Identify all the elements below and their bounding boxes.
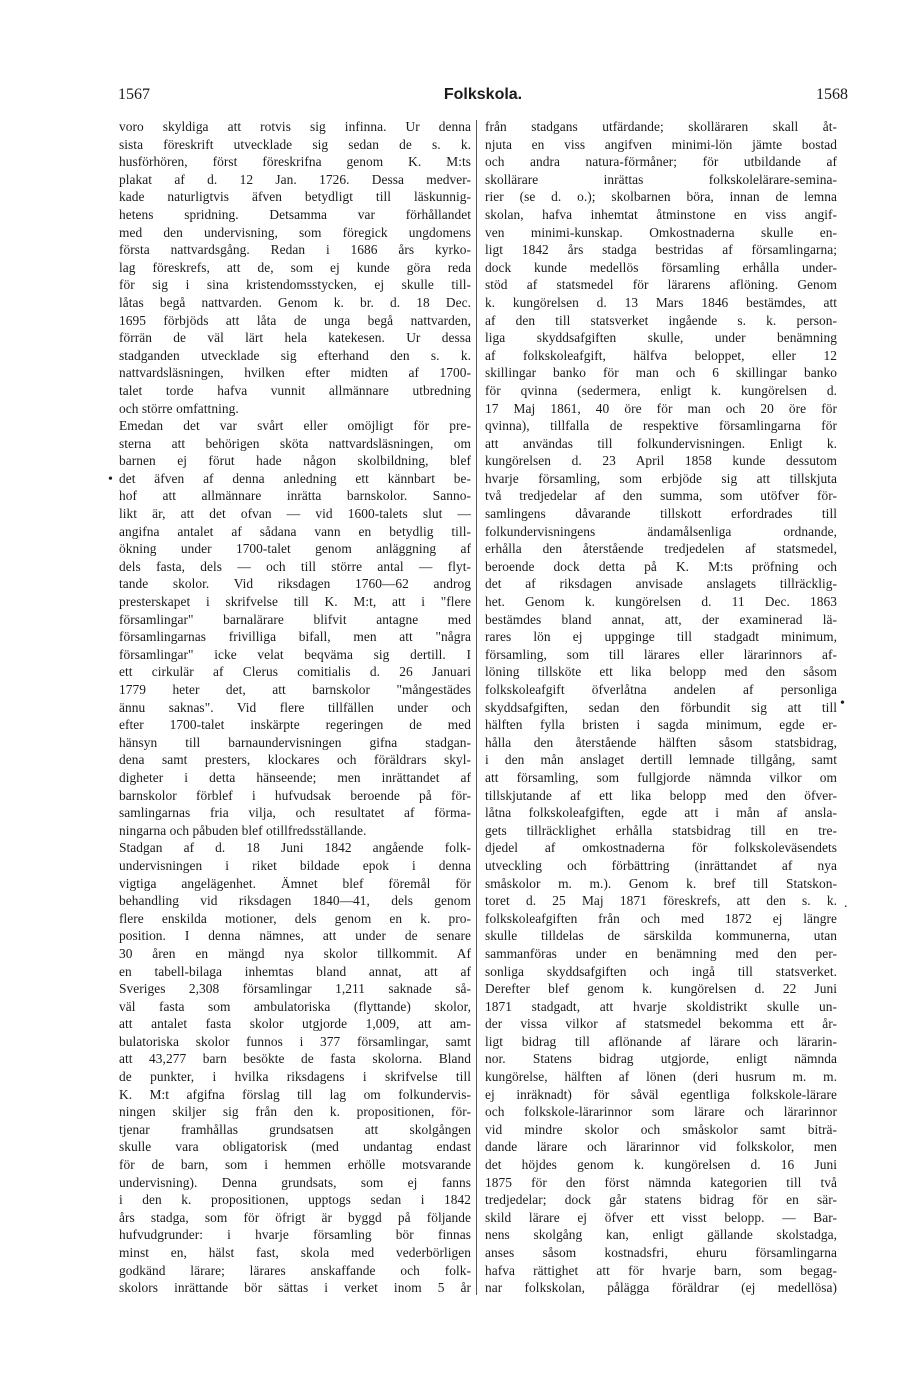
right-column-line: gets tillräcklighet erhålla statsbidrag till en tre- <box>485 822 837 838</box>
right-column-line: vid mindre skolor och småskolor samt biträ- <box>485 1121 837 1137</box>
left-column-line: digheter i detta hänseende; men inrättandet af <box>119 769 471 785</box>
left-column-line: låtas begå nattvarden. Genom k. br. d. 18 Dec. <box>119 294 471 310</box>
left-column-line: presterskapet i skrifvelse till K. M:t, att i "flere <box>119 594 471 610</box>
right-column-line: och folkskole-lärarinnor som lärare och lärarinnor <box>485 1104 837 1120</box>
right-column-line: småskolor m. m.). Genom k. bref till Statskon- <box>485 875 837 891</box>
margin-bullet-left: • <box>108 472 113 487</box>
left-column-line: tande skolor. Vid riksdagen 1760—62 androg <box>119 576 471 592</box>
right-column-line: hafva rättighet att för hvarje barn, som begag- <box>485 1262 837 1278</box>
right-column-line: tredjedelar; dock går statens bidrag för en sär- <box>485 1192 837 1208</box>
column-divider <box>476 120 477 1295</box>
right-column-line: kungörelse, hälften af lönen (deri husrum m. m. <box>485 1069 837 1085</box>
left-column-line: angifna antalet af sådana vann en betydlig till- <box>119 523 471 539</box>
left-column-line: bulatoriska skolor funnos i 377 församlingar, samt <box>119 1033 471 1049</box>
right-column-line: ven minimi-kunskap. Omkostnaderna skulle en- <box>485 224 837 240</box>
right-column-line: toret d. 25 Maj 1871 föreskrefs, att den s. k. <box>485 893 837 909</box>
right-column-line: församling, som till lärares eller lärarinnors af- <box>485 646 837 662</box>
right-column-line: nens skolgång kan, enligt gällande skolstadga, <box>485 1227 837 1243</box>
left-column-line: nattvardsläsningen, hvilken efter midten af 1700- <box>119 365 471 381</box>
right-column-line: dande lärare och lärarinnor vid folkskolor, men <box>485 1139 837 1155</box>
right-column-line: utveckling och förbättring (inrättandet af nya <box>485 857 837 873</box>
left-column-line: vigtiga angelägenhet. Ämnet blef föremål för <box>119 875 471 891</box>
right-column-line: k. kungörelsen d. 13 Mars 1846 bestämdes, att <box>485 294 837 310</box>
left-column-line: hänsyn till barnaundervisningen gifna stadgan- <box>119 734 471 750</box>
left-column-line: hof att allmännare inrätta barnskolor. Sanno- <box>119 488 471 504</box>
left-column-line: husförhören, först föreskrifna genom K. M:ts <box>119 154 471 170</box>
right-column-line: och andra natura-förmåner; för utbildande af <box>485 154 837 170</box>
right-column-line: folkskoleafgift öfverlåtna andelen af personliga <box>485 682 837 697</box>
right-column-line: kungörelsen d. 23 April 1858 kunde dessutom <box>485 453 837 469</box>
left-column-line: barnen ej förut hade någon skolbildning, blef <box>119 453 471 469</box>
right-column-line: folkundervisningens ändamålsenliga ordnande, <box>485 523 837 539</box>
left-column-line: ningarna och påbuden blef otillfredsställande. <box>119 822 367 838</box>
right-column-line: stöd af statsmedel för lärarens aflöning. Genom <box>485 277 837 293</box>
left-column-line: 30 åren en mängd nya skolor tillkommit. Af <box>119 945 471 961</box>
left-column-line: godkänd lärare; lärares anskaffande och folk- <box>119 1262 471 1278</box>
left-column-line: barnskolor förblef i hufvudsak beroende på för- <box>119 787 471 803</box>
left-column-line: i den k. propositionen, upptogs sedan i 1842 <box>119 1192 471 1208</box>
running-title: Folkskola. <box>443 86 523 103</box>
left-column-line: sterna att behörigen sköta nattvardsläsningen, om <box>119 435 471 451</box>
right-column-line: nar folkskolan, pålägga föräldrar (ej medellösa) <box>485 1280 837 1296</box>
left-column-line: års stadga, som för öfrigt är byggd på följande <box>119 1209 471 1225</box>
right-page-number: 1568 <box>816 86 848 103</box>
left-column-line: 1695 förbjöds att låta de unga begå nattvarden, <box>119 312 471 328</box>
right-column-line: hälften fylla bristen i sagda minimum, egde er- <box>485 717 837 733</box>
left-column-line: för de barn, som i hemmen erhölle motsvarande <box>119 1157 471 1173</box>
right-column-line: det af riksdagen anvisade anslagets tillräcklig- <box>485 576 837 592</box>
left-column-line: kade naturligtvis äfven betydligt till läskunnig- <box>119 189 471 205</box>
left-column-line: att 43,277 barn besökte de fasta skolorna. Bland <box>119 1051 471 1067</box>
right-column-line: skillingar banko för man och 6 skillingar banko <box>485 365 837 381</box>
left-column-line: första nattvardsgång. Redan i 1686 års kyrko- <box>119 242 471 258</box>
left-column-line: dena samt presters, klockares och föräldrars skyl- <box>119 752 471 768</box>
right-column-line: det höjdes genom k. kungörelsen d. 16 Juni <box>485 1157 837 1173</box>
left-column-line: 1779 heter det, att barnskolor "mångestädes <box>119 682 471 697</box>
right-column-line: 17 Maj 1861, 40 öre för man och 20 öre för <box>485 400 837 416</box>
right-column-line: hvarje församling, som erbjöde sig att tillskjuta <box>485 470 837 486</box>
right-column-line: tillskjutande af ett lika belopp med den öfver- <box>485 787 837 803</box>
left-column-line: undervisning). Denna grundsats, som ej fanns <box>119 1174 471 1190</box>
left-column-line: ningen skiljer sig från den k. propositionen, för- <box>119 1104 471 1120</box>
right-column-line: nor. Statens bidrag utgjorde, enligt nämnda <box>485 1051 837 1067</box>
left-column-line: position. I denna nämnes, att under de senare <box>119 928 471 944</box>
right-column-line: anses såsom kostnadsfri, ehuru församlingarna <box>485 1245 837 1260</box>
right-column-line: ligt bidrag till aflönande af lärare och lärarin- <box>485 1033 837 1049</box>
right-column-line: qvinna), tillfalla de respektive församlingarna för <box>485 418 837 434</box>
left-column-line: att antalet fasta skolor utgjorde 1,009, att am- <box>119 1016 471 1032</box>
right-column-line: att användas till folkundervisningen. Enligt k. <box>485 435 837 451</box>
left-column-line: dels fasta, dels — och till större antal — flyt- <box>119 558 471 574</box>
right-column-line: ej inräknadt) för såväl egentliga folkskole-lärare <box>485 1086 837 1102</box>
left-column-line: flere enskilda motioner, dels genom en k. pro- <box>119 910 471 926</box>
left-column-line: efter 1700-talet inskärpte regeringen de med <box>119 717 471 733</box>
right-column-line: ligt 1842 års stadga bestridas af församlingarna; <box>485 242 837 258</box>
right-column-line: het. Genom k. kungörelsen d. 11 Dec. 1863 <box>485 594 837 610</box>
right-column-line: bestämdes bland annat, att, der examinerad lä- <box>485 611 837 627</box>
left-column-line: Sveriges 2,308 församlingar 1,211 saknade så- <box>119 981 471 997</box>
right-column-line: i den mån anslaget dertill lemnade tillgång, samt <box>485 752 837 768</box>
left-column-line: det äfven af denna anledning ett kännbart be- <box>119 470 471 486</box>
left-column-line: hufvudgrunder: i hvarje församling bör finnas <box>119 1227 471 1243</box>
right-column-line: skulle tilldelas de särskilda kommunerna, utan <box>485 928 837 944</box>
left-column-line: sista föreskrift utvecklade sig sedan de s. k. <box>119 136 471 152</box>
right-column-line: njuta en viss angifven minimi-lön jämte bostad <box>485 136 837 152</box>
right-column-line: från stadgans utfärdande; skolläraren skall åt- <box>485 119 837 134</box>
left-column <box>119 118 471 1297</box>
left-column-line: förrän de väl lärt hela katekesen. Ur dessa <box>119 330 471 346</box>
left-page-number: 1567 <box>118 86 150 103</box>
right-column-line: låtna folkskoleafgiften, egde att i mån af ansla- <box>485 805 837 821</box>
right-column-line: erhålla den återstående tredjedelen af statsmedel, <box>485 541 837 557</box>
left-column-line: Emedan det var svårt eller omöjligt för pre- <box>119 418 471 434</box>
right-column-line: skollärare inrättas folkskolelärare-semina- <box>485 171 837 187</box>
left-column-line: en tabell-bilaga inhemtas bland annat, att af <box>119 963 471 979</box>
right-column-line: skolan, hafva inhemtat åtminstone en viss angif- <box>485 206 837 222</box>
left-column-line: skulle vara obligatorisk (med undantag endast <box>119 1139 471 1155</box>
left-column-line: talet torde hafva vunnit allmännare utbredning <box>119 382 471 398</box>
left-column-line: de punkter, i hvilka riksdagens i skrifvelse till <box>119 1069 471 1085</box>
right-column-line: skild lärare ej öfver ett visst belopp. — Bar- <box>485 1209 837 1225</box>
right-column-line: beroende dock detta på K. M:ts pröfning och <box>485 558 837 574</box>
right-column <box>485 118 837 1297</box>
right-column-line: djedel af omkostnaderna för folkskoleväsendets <box>485 840 837 856</box>
right-column-line: der vissa vilkor af statsmedel bekomma ett år- <box>485 1016 837 1032</box>
left-column-line: församlingar" barnalärare blifvit antagne med <box>119 611 471 627</box>
left-column-line: likt är, att det ofvan — vid 1600-talets slut — <box>119 506 471 522</box>
right-column-line: folkskoleafgiften från och med 1872 ej längre <box>485 910 837 926</box>
left-column-line: behandling vid riksdagen 1840—41, dels genom <box>119 893 471 909</box>
right-column-line: löning tillsköte ett lika belopp med den såsom <box>485 664 837 680</box>
right-column-line: Derefter blef genom k. kungörelsen d. 22 Juni <box>485 981 837 997</box>
left-column-line: minst en, hälst fast, skola med vederbörligen <box>119 1245 471 1260</box>
left-column-line: lag föreskrefs, att de, som ej kunde göra reda <box>119 259 471 275</box>
right-column-line: liga skyddsafgiften skulle, under benämning <box>485 330 837 346</box>
left-column-line: församlingarnas frivilliga bifall, men att "några <box>119 629 471 645</box>
margin-dot-right: . <box>844 896 848 911</box>
right-column-line: 1875 för den först nämnda kategorien till två <box>485 1174 837 1190</box>
left-column-line: ökning under 1700-talet genom anläggning af <box>119 541 471 557</box>
left-column-line: med den undervisning, som föregick ungdomens <box>119 224 471 240</box>
right-column-line: rier (se d. o.); skolbarnen böra, innan de lemna <box>485 189 837 205</box>
right-column-line: att församling, som fullgjorde nämnda vilkor om <box>485 769 837 785</box>
left-column-line: skolors inrättande bör sättas i verket inom 5 år <box>119 1280 471 1296</box>
left-column-line: stadganden utvecklade sig efterhand den s. k. <box>119 347 471 363</box>
left-column-line: samlingarnas fria vilja, och resultatet af förma- <box>119 805 471 821</box>
right-column-line: rares lön ej uppginge till stadgadt minimum, <box>485 629 837 645</box>
right-column-line: två tredjedelar af den summa, som utöfver för- <box>485 488 837 504</box>
left-column-line: K. M:t afgifna förslag till lag om folkundervis- <box>119 1086 471 1102</box>
right-column-line: dock kunde medellös församling erhålla under- <box>485 259 837 275</box>
left-column-line: voro skyldiga att rotvis sig infinna. Ur denna <box>119 119 471 134</box>
left-column-line: ett cirkulär af Clerus comitialis d. 26 Januari <box>119 664 471 680</box>
left-column-line: väl fasta som ambulatoriska (flyttande) skolor, <box>119 998 471 1014</box>
right-column-line: af den till statsverket ingående s. k. person- <box>485 312 837 328</box>
right-column-line: hålla den återstående hälften såsom statsbidrag, <box>485 734 837 750</box>
left-column-line: Stadgan af d. 18 Juni 1842 angående folk- <box>119 840 471 856</box>
right-column-line: samlingens dåvarande tillskott erfordrades till <box>485 506 837 522</box>
left-column-line: hetens spridning. Detsamma var förhållandet <box>119 206 471 222</box>
right-column-line: 1871 stadgadt, att hvarje skoldistrikt skulle un- <box>485 998 837 1014</box>
left-column-line: för sig i sina kristendomsstycken, ej skulle till- <box>119 277 471 293</box>
right-column-line: skyddsafgiften, sedan den förbundit sig att till <box>485 699 837 715</box>
left-column-line: tjenar framhållas grundsatsen att skolgången <box>119 1121 471 1137</box>
left-column-line: församlingar" icke velat beqväma sig dertill. I <box>119 646 471 662</box>
page-header <box>118 86 848 108</box>
right-column-line: sammanföras under en benämning med den per- <box>485 945 837 961</box>
left-column-line: ännu saknas". Vid flere tillfällen under och <box>119 699 471 715</box>
left-column-line: plakat af d. 12 Jan. 1726. Dessa medver- <box>119 171 471 187</box>
right-column-line: af folkskoleafgift, hälfva beloppet, eller 12 <box>485 347 837 363</box>
left-column-line: undervisningen i riket bildade epok i denna <box>119 857 471 873</box>
right-column-line: sonliga skyddsafgiften och ingå till statsverket. <box>485 963 837 979</box>
margin-bullet-right: • <box>840 696 845 711</box>
left-column-line: och större omfattning. <box>119 400 239 416</box>
right-column-line: för qvinna (sedermera, enligt k. kungörelsen d. <box>485 382 837 398</box>
